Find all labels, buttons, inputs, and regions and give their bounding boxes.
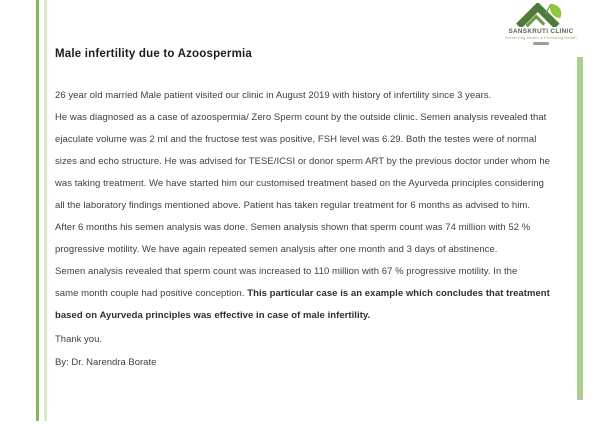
left-accent-rule-light [44, 0, 47, 421]
clinic-logo [504, 3, 578, 45]
case-report-body [55, 85, 569, 327]
body-line: ejaculate volume was 2 ml and the fructose test was positive, FSH level was 6.29. Both the testes were of normal [55, 134, 537, 145]
body-line: After 6 months his semen analysis was done. Semen analysis shown that sperm count was 74 million with 52 % [55, 222, 531, 233]
body-line: all the laboratory findings mentioned above. Patient has taken regular treatment for 6 months as advised to him. [55, 200, 531, 211]
body-line: progressive motility. We have again repeated semen analysis after one month and 3 days of abstinence. [55, 244, 498, 255]
body-line: Semen analysis revealed that sperm count was increased to 110 million with 67 % progressive motility. In the [55, 266, 518, 277]
right-accent-rule [577, 57, 583, 397]
right-accent-rule-cap [577, 397, 583, 400]
closing-thanks: Thank you. [55, 334, 102, 345]
body-line: sizes and echo structure. He was advised for TESE/ICSI or donor sperm ART by the previous doctor under whom he [55, 156, 550, 167]
body-line: based on Ayurveda principles was effective in case of male infertility. [55, 310, 371, 321]
closing-signature: By: Dr. Narendra Borate [55, 357, 157, 368]
body-line: same month couple had positive conception. This particular case is an example which concludes that treatment [55, 288, 550, 299]
clinic-name: SANSKRUTI CLINIC [508, 28, 574, 35]
body-line: 26 year old married Male patient visited our clinic in August 2019 with history of infertility since 3 years. [55, 90, 492, 101]
left-accent-rule-dark [36, 0, 39, 421]
closing-block [55, 328, 156, 374]
body-line: was taking treatment. We have started him our customised treatment based on the Ayurveda principles considering [55, 178, 544, 189]
clinic-tagline: Preserving Health & Promoting Health [505, 36, 577, 40]
mountain-leaf-icon [515, 3, 567, 27]
page-title: Male infertility due to Azoospermia [55, 48, 252, 60]
body-line: He was diagnosed as a case of azoospermia/ Zero Sperm count by the outside clinic. Semen analysis revealed that [55, 112, 547, 123]
logo-divider-bar [533, 42, 549, 45]
